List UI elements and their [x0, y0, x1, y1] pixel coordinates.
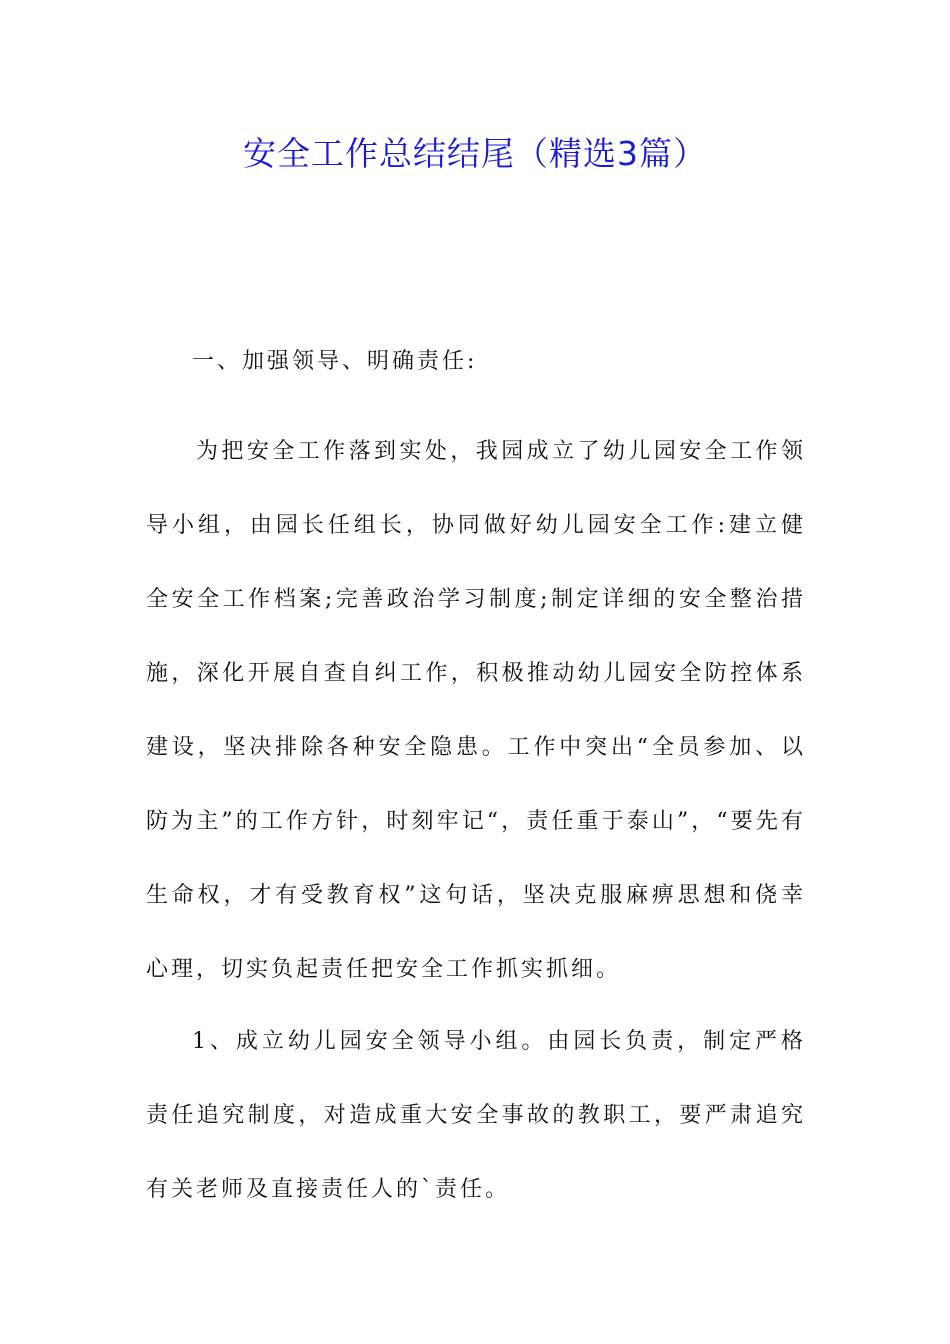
paragraph-2: 1、成立幼儿园安全领导小组。由园长负责，制定严格责任追究制度，对造成重大安全事故的教职工，要严肃追究有关老师及直接责任人的`责任。: [146, 1029, 806, 1202]
document-title: 安全工作总结结尾（精选3篇）: [243, 134, 707, 173]
section-heading: 一、加强领导、明确责任:: [192, 349, 478, 374]
paragraph-1: 为把安全工作落到实处，我园成立了幼儿园安全工作领导小组，由园长任组长，协同做好幼儿园安全工作:建立健全安全工作档案;完善政治学习制度;制定详细的安全整治措施，深化开展自查自纠工作，积极推动幼儿园安全防控体系建设，坚决排除各种安全隐患。工作中突出“全员参加、以防为主”的工作方针，时刻牢记“，责任重于泰山”，“要先有生命权，才有受教育权”这句话，坚决克服麻痹思想和侥幸心理，切实负起责任把安全工作抓实抓细。: [146, 439, 806, 982]
